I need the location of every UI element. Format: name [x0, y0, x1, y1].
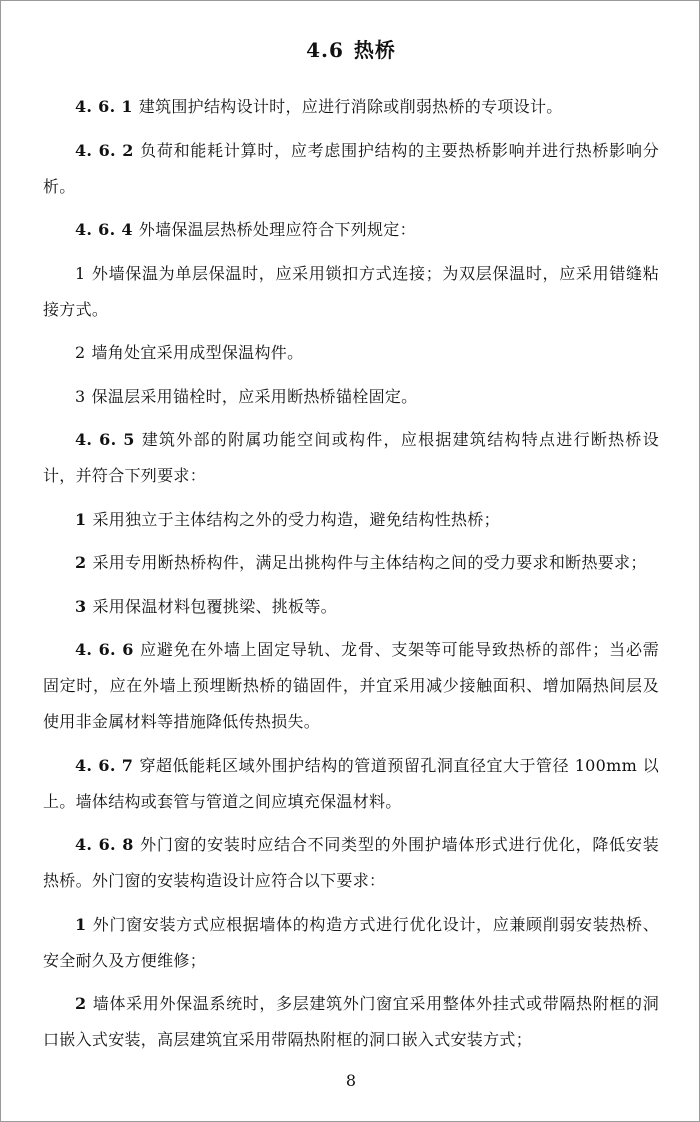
clause-4-6-5 [43, 422, 659, 494]
clause-4-6-8 [43, 827, 659, 899]
item-text: 采用专用断热桥构件，满足出挑构件与主体结构之间的受力要求和断热要求； [92, 553, 647, 572]
body-text [43, 89, 659, 1066]
item-number: 3 [75, 386, 86, 406]
page-number: 8 [345, 1071, 357, 1090]
list-item-4-6-8-2 [43, 986, 659, 1058]
item-number: 2 [75, 553, 87, 572]
clause-number: 4. 6. 5 [75, 430, 135, 449]
item-text: 外门窗安装方式应根据墙体的构造方式进行优化设计，应兼顾削弱安装热桥、安全耐久及方便维修； [43, 914, 659, 970]
item-number: 3 [75, 596, 87, 616]
item-text: 墙体采用外保温系统时，多层建筑外门窗宜采用整体外挂式或带隔热附框的洞口嵌入式安装，高层建筑宜采用带隔热附框的洞口嵌入式安装方式； [43, 994, 659, 1049]
item-text: 墙角处宜采用成型保温构件。 [91, 343, 304, 362]
list-item-4-6-5-3 [43, 589, 659, 625]
clause-4-6-1 [43, 89, 659, 125]
clause-text: 建筑围护结构设计时，应进行消除或削弱热桥的专项设计。 [138, 97, 563, 116]
clause-text: 应避免在外墙上固定导轨、龙骨、支架等可能导致热桥的部件；当必需固定时，应在外墙上预埋断热桥的锚固件，并宜采用减少接触面积、增加隔热间层及使用非金属材料等措施降低传热损失。 [43, 640, 659, 731]
list-item-4-6-8-1 [43, 907, 659, 979]
clause-text: 外墙保温层热桥处理应符合下列规定： [138, 220, 416, 239]
item-number: 1 [75, 509, 87, 529]
list-item-4-6-5-2 [43, 545, 659, 581]
item-text: 保温层采用锚栓时，应采用断热桥锚栓固定。 [91, 386, 418, 406]
list-item-4-6-4-3 [43, 379, 659, 415]
clause-4-6-7 [43, 748, 659, 820]
clause-text: 建筑外部的附属功能空间或构件，应根据建筑结构特点进行断热桥设计，并符合下列要求： [43, 430, 659, 485]
item-text: 采用独立于主体结构之外的受力构造，避免结构性热桥； [92, 509, 500, 529]
clause-4-6-4 [43, 212, 659, 248]
item-text: 采用保温材料包覆挑梁、挑板等。 [92, 596, 337, 616]
clause-number: 4. 6. 8 [75, 835, 134, 854]
clause-number: 4. 6. 2 [75, 140, 134, 160]
clause-4-6-2 [43, 133, 659, 205]
clause-number: 4. 6. 6 [75, 640, 134, 659]
section-title [1, 34, 700, 63]
item-number: 2 [75, 994, 87, 1013]
clause-text: 外门窗的安装时应结合不同类型的外围护墙体形式进行优化，降低安装热桥。外门窗的安装构造设计应符合以下要求： [43, 835, 659, 890]
item-number: 1 [75, 914, 87, 934]
clause-4-6-6 [43, 632, 659, 740]
section-number: 4.6 [306, 38, 344, 62]
clause-text: 穿超低能耗区域外围护结构的管道预留孔洞直径宜大于管径 100mm 以上。墙体结构或套管与管道之间应填充保温材料。 [43, 755, 659, 811]
item-number: 1 [75, 263, 86, 283]
item-text: 外墙保温为单层保温时，应采用锁扣方式连接；为双层保温时，应采用错缝粘接方式。 [43, 263, 659, 319]
clause-number: 4. 6. 1 [75, 97, 133, 116]
list-item-4-6-5-1 [43, 502, 659, 538]
clause-text: 负荷和能耗计算时，应考虑围护结构的主要热桥影响并进行热桥影响分析。 [43, 140, 659, 196]
list-item-4-6-4-1 [43, 256, 659, 328]
section-title-text: 热桥 [353, 38, 396, 62]
clause-number: 4. 6. 4 [75, 220, 133, 239]
list-item-4-6-4-2 [43, 335, 659, 371]
item-number: 2 [75, 343, 86, 362]
clause-number: 4. 6. 7 [75, 755, 134, 775]
